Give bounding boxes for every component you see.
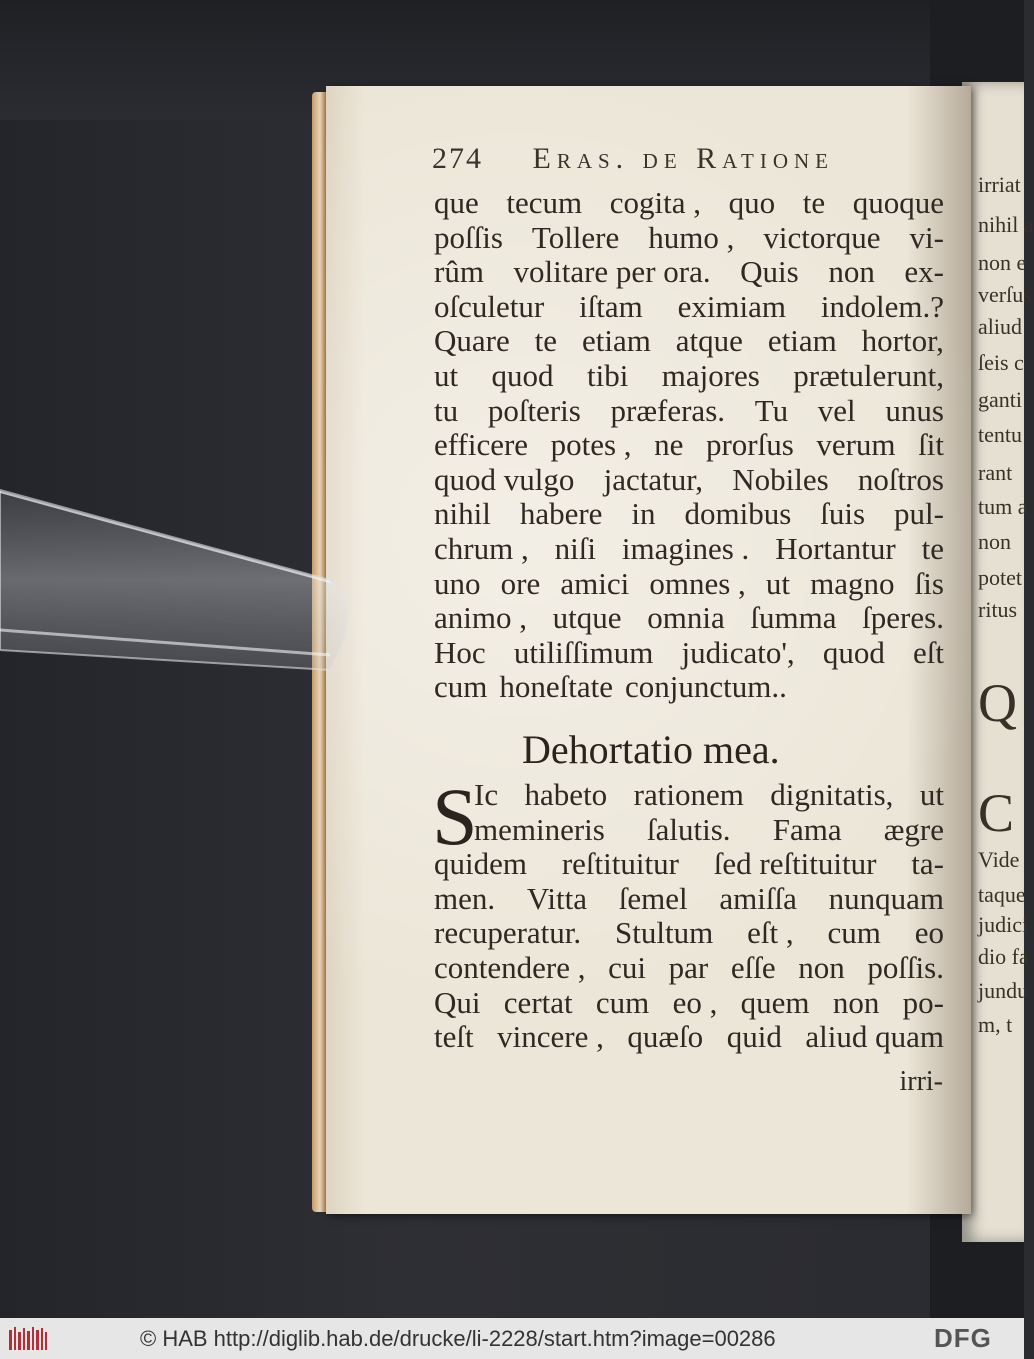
word: omnes , <box>649 565 746 601</box>
running-title: Eras. de Ratione <box>532 142 834 175</box>
word: ſit <box>918 427 944 463</box>
word: eſſe <box>730 949 776 985</box>
facing-page-fragment: jundu <box>978 978 1029 1003</box>
word: te <box>802 185 826 220</box>
word: poſſis <box>434 219 503 255</box>
word: prætulerunt, <box>793 357 944 393</box>
word: animo , <box>434 600 527 636</box>
word: Fama <box>772 811 842 847</box>
word: nunquam <box>828 880 944 916</box>
word: ſis <box>914 565 944 601</box>
text-line <box>434 882 944 917</box>
text-line <box>434 1020 944 1055</box>
word: quid <box>726 1019 782 1055</box>
word: reſtituitur <box>561 846 679 882</box>
word: etiam <box>767 323 837 359</box>
text-line <box>434 916 944 951</box>
word: chrum , <box>434 530 529 566</box>
word: amici <box>560 565 630 601</box>
text-line <box>434 986 944 1021</box>
word: Nobiles <box>732 461 829 497</box>
word: quod <box>491 357 554 393</box>
text-line <box>434 394 944 429</box>
facing-page-fragment: dio fa <box>978 944 1029 969</box>
facing-page-fragment: nihil a <box>978 212 1034 237</box>
word: quæſo <box>627 1019 704 1055</box>
word: niſi <box>554 530 596 566</box>
dfg-logo: DFG <box>934 1323 992 1353</box>
word: poſſis. <box>867 949 944 985</box>
word: in <box>631 496 656 532</box>
word: ex- <box>904 254 944 290</box>
word: te <box>921 530 944 566</box>
word: tu <box>434 392 459 428</box>
word: non <box>828 254 875 290</box>
text-line <box>434 221 944 256</box>
word: domibus <box>684 496 792 532</box>
word: jactatur, <box>603 461 704 497</box>
facing-page-fragment: judici <box>978 912 1029 937</box>
word: Quare <box>434 323 510 359</box>
word: nihil <box>434 496 491 532</box>
text-line <box>434 567 944 602</box>
facing-page-fragment: verſus <box>978 282 1032 307</box>
word: vi- <box>909 219 944 255</box>
word: ut <box>919 777 944 812</box>
facing-page-sliver <box>962 82 1034 1242</box>
word: omnia <box>647 600 725 636</box>
text-line <box>434 670 944 705</box>
text-block-2 <box>432 771 944 1055</box>
catchword: irri- <box>899 1066 943 1097</box>
word: ſumma <box>750 600 837 636</box>
facing-page-fragment: m, t <box>978 1012 1013 1037</box>
word: magno <box>810 565 895 601</box>
word: ſuis <box>820 496 866 532</box>
word: uno <box>434 565 481 601</box>
word: eſt <box>913 634 944 670</box>
word: iſtam <box>579 288 643 324</box>
word: eo , <box>672 984 718 1020</box>
text-line <box>434 324 944 359</box>
word: quod vulgo <box>434 461 575 497</box>
text-line <box>434 428 944 463</box>
word: habere <box>519 496 603 532</box>
word: quem <box>740 984 810 1020</box>
word: oſculetur <box>434 288 545 324</box>
text-line <box>434 778 944 813</box>
facing-page-fragment: tentu <box>978 422 1022 447</box>
word: ta- <box>911 846 944 882</box>
word: po- <box>902 984 944 1020</box>
word: etiam <box>581 323 651 359</box>
hab-logo-icon <box>8 1326 48 1352</box>
facing-page-fragment: potet <box>978 565 1022 590</box>
drop-cap: S <box>432 771 478 862</box>
word: habeto <box>524 777 608 812</box>
word: unus <box>885 392 944 428</box>
facing-page-fragment: ganti <box>978 387 1022 412</box>
facing-page-fragment: non <box>978 529 1011 554</box>
facing-page-fragment: taque <box>978 882 1026 907</box>
word: quoque <box>852 185 944 220</box>
word: par <box>668 949 709 985</box>
word: Tollere <box>531 219 620 255</box>
word: majores <box>661 357 760 393</box>
text-line <box>434 636 944 671</box>
text-line <box>434 463 944 498</box>
word: cui <box>608 949 646 985</box>
word: eo <box>914 915 944 951</box>
word: vel <box>817 392 856 428</box>
word: Stultum <box>615 915 714 951</box>
word: tecum <box>506 185 583 220</box>
word: Vitta <box>526 880 587 916</box>
word: Hoc <box>434 634 486 670</box>
word: eximiam <box>677 288 787 324</box>
text-line <box>434 497 944 532</box>
word: noſtros <box>857 461 944 497</box>
word: amiſſa <box>719 880 797 916</box>
word: utque <box>552 600 622 636</box>
word: victorque <box>763 219 881 255</box>
word: Hortantur <box>775 530 896 566</box>
word: Quis <box>740 254 799 290</box>
word: men. <box>434 880 496 916</box>
facing-page-fragment: irriat <box>978 172 1021 197</box>
word: hortor, <box>861 323 944 359</box>
facing-page-fragment: non e <box>978 250 1027 275</box>
text-line <box>434 813 944 848</box>
facing-page-fragment: aliud <box>978 314 1022 339</box>
facing-page-fragment: Vide <box>978 847 1020 872</box>
word: potes , <box>550 427 632 463</box>
word: judicato', <box>681 634 795 670</box>
word: efficere <box>434 427 529 463</box>
word: aliud quam <box>805 1019 944 1055</box>
word: Qui <box>434 984 481 1020</box>
text-line <box>434 847 944 882</box>
word: verum <box>816 427 896 463</box>
book-page <box>326 86 971 1214</box>
text-line <box>434 532 944 567</box>
word: rationem <box>633 777 744 812</box>
word: prorſus <box>705 427 794 463</box>
text-line <box>434 186 944 221</box>
word: ore <box>500 565 541 601</box>
word: atque <box>675 323 743 359</box>
word: ſemel <box>618 880 688 916</box>
word: non <box>798 949 845 985</box>
word: ſperes. <box>862 600 944 636</box>
word: certat <box>503 984 573 1020</box>
word: Tu <box>754 392 789 428</box>
word: recuperatur. <box>434 915 582 951</box>
word: conjunctum.. <box>625 669 787 705</box>
facing-page-fragment: tum a <box>978 494 1028 519</box>
word: pul- <box>894 496 944 532</box>
word: cum <box>434 669 488 705</box>
word: eſt , <box>747 915 794 951</box>
word: ut <box>765 565 791 601</box>
facing-page-fragment: C <box>978 783 1015 843</box>
facing-page-fragment: ritus <box>978 597 1018 622</box>
text-line <box>434 359 944 394</box>
word: cum <box>595 984 650 1020</box>
facing-page-fragment: Q <box>978 673 1017 733</box>
word: ne <box>654 427 684 463</box>
word: poſteris <box>487 392 581 428</box>
text-line <box>434 951 944 986</box>
word: contendere , <box>434 949 586 985</box>
word: dignitatis, <box>770 777 894 812</box>
text-line <box>434 601 944 636</box>
word: rûm <box>434 254 484 290</box>
word: utiliſſimum <box>513 634 654 670</box>
footer-bar <box>0 1318 1024 1359</box>
word: ſed reſtituitur <box>713 846 877 882</box>
word: ſalutis. <box>647 811 731 847</box>
word: imagines . <box>621 530 750 566</box>
word: quo <box>728 185 776 220</box>
word: ægre <box>883 811 944 847</box>
running-head <box>432 142 872 176</box>
section-heading: Dehortatio mea. <box>522 727 780 772</box>
word: que <box>434 185 479 220</box>
word: teſt <box>434 1019 474 1055</box>
word: quidem <box>434 846 527 882</box>
facing-page-fragment: rant <box>978 460 1013 485</box>
word: cum <box>827 915 881 951</box>
word: tibi <box>586 357 629 393</box>
text-line <box>434 290 944 325</box>
word: cogita , <box>609 185 701 220</box>
text-line <box>434 255 944 290</box>
word: præferas. <box>610 392 726 428</box>
glass-clamp <box>0 480 360 680</box>
word: indolem.? <box>820 288 944 324</box>
word: quod <box>822 634 885 670</box>
copyright-text: © HAB http://diglib.hab.de/drucke/li-2228/start.htm?image=00286 <box>140 1326 776 1351</box>
page-number: 274 <box>432 142 483 175</box>
word: Ic <box>474 777 499 812</box>
word: memineris <box>474 811 605 847</box>
word: volitare per ora. <box>513 254 711 290</box>
facing-page-fragment: ſeis c <box>978 350 1024 375</box>
text-block-1 <box>434 186 944 705</box>
word: non <box>832 984 880 1020</box>
word: humo , <box>648 219 735 255</box>
word: ut <box>434 357 459 393</box>
word: te <box>534 323 558 359</box>
word: honeſtate <box>499 669 613 705</box>
word: vincere , <box>497 1019 604 1055</box>
